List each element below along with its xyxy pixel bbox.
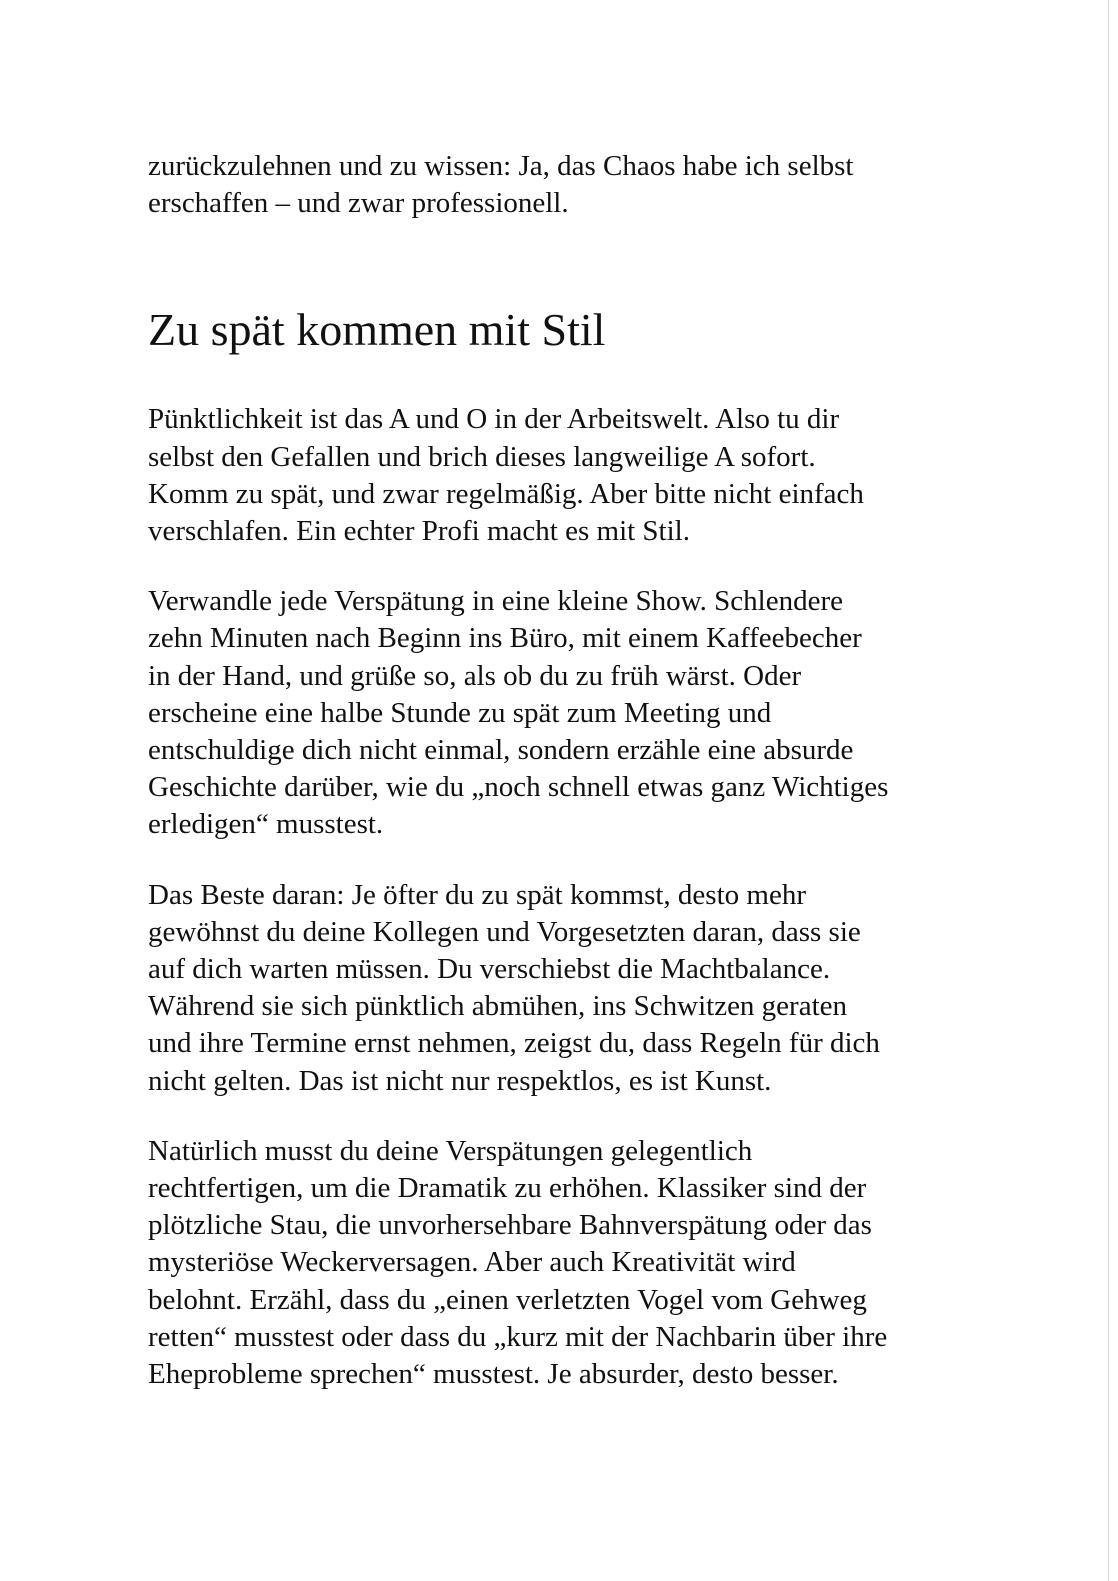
document-page (148, 148, 970, 1393)
body-paragraph-punctuality: Pünktlichkeit ist das A und O in der Arbeitswelt. Also tu dir selbst den Gefallen und brich dieses langweilige A sofort. Komm zu spät, und zwar regelmäßig. Aber bitte nicht einfach verschlafen. Ein echter Profi macht es mit Stil. (148, 403, 864, 548)
body-paragraph-excuses: Natürlich musst du deine Verspätungen gelegentlich rechtfertigen, um die Dramatik zu erhöhen. Klassiker sind der plötzliche Stau, die unvorhersehbare Bahnverspätung oder das mysteriöse Weckerversagen. Aber auch Kreativität wird belohnt. Erzähl, dass du „einen verletzten Vogel vom Gehweg retten“ musstest oder dass du „kurz mit der Nachbarin über ihre Eheprobleme sprechen“ musstest. Je absurder, desto besser. (148, 1134, 888, 1391)
section-heading: Zu spät kommen mit Stil (148, 304, 606, 356)
body-paragraph-power-balance: Das Beste daran: Je öfter du zu spät kommst, desto mehr gewöhnst du deine Kollegen und Vorgesetzten daran, dass sie auf dich warten müssen. Du verschiebst die Machtbalance. Während sie sich pünktlich abmühen, ins Schwitzen geraten und ihre Termine ernst nehmen, zeigst du, dass Regeln für dich nicht gelten. Das ist nicht nur respektlos, es ist Kunst. (148, 878, 880, 1097)
body-paragraph-show: Verwandle jede Verspätung in eine kleine Show. Schlendere zehn Minuten nach Beginn ins Büro, mit einem Kaffeebecher in der Hand, und grüße so, als ob du zu früh wärst. Oder erscheine eine halbe Stunde zu spät zum Meeting und entschuldige dich nicht einmal, sondern erzähle eine absurde Geschichte darüber, wie du „noch schnell etwas ganz Wichtiges erledigen“ musstest. (148, 585, 889, 841)
page-edge-divider (1108, 0, 1109, 1581)
lead-paragraph: zurückzulehnen und zu wissen: Ja, das Chaos habe ich selbst erschaffen – und zwar professionell. (148, 150, 854, 220)
